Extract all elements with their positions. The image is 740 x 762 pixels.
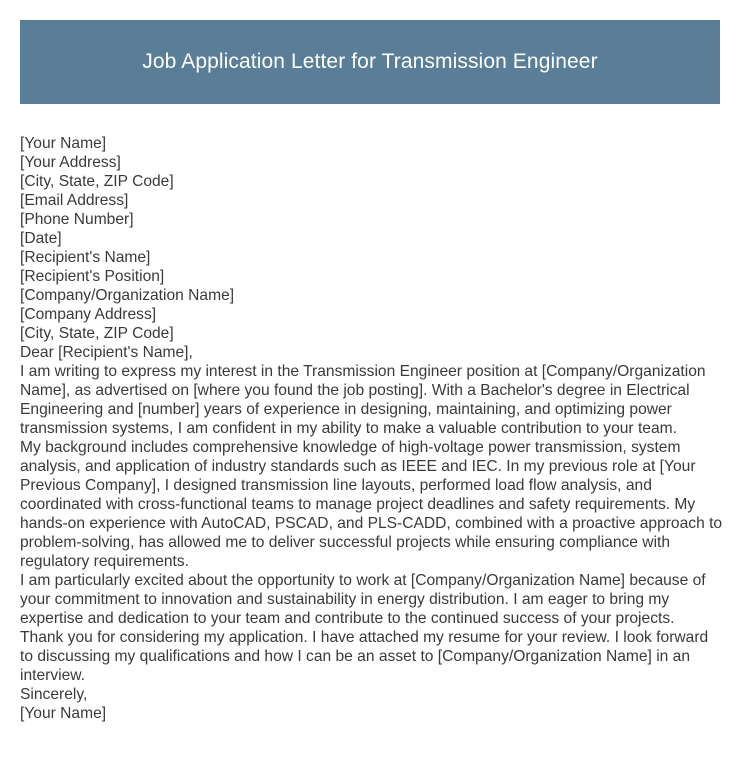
recipient-address: [Company Address]: [20, 306, 157, 323]
salutation: Dear [Recipient's Name],: [20, 344, 193, 361]
sender-address: [Your Address]: [20, 154, 121, 171]
sender-phone: [Phone Number]: [20, 211, 134, 228]
recipient-name: [Recipient's Name]: [20, 249, 151, 266]
sender-block: [20, 134, 724, 248]
paragraph-background: My background includes comprehensive knowledge of high-voltage power transmission, system analysis, and application of industry standards such as IEEE and IEC. In my previous role at [Your Previous Company], I designed transmission line layouts, performed load flow analysis, and coordinated with cross-functional teams to manage project deadlines and safety requirements. My hands-on experience with AutoCAD, PSCAD, and PLS-CADD, combined with a proactive approach to problem-solving, has allowed me to deliver successful projects while ensuring compliance with regulatory requirements.: [20, 439, 723, 570]
recipient-position: [Recipient's Position]: [20, 268, 165, 285]
letter-body: [20, 134, 724, 723]
paragraph-motivation: I am particularly excited about the opportunity to work at [Company/Organization Name] because of your commitment to innovation and sustainability in energy distribution. I am eager to bring my expertise and dedication to your team and contribute to the continued success of your projects.: [20, 572, 706, 627]
sender-name: [Your Name]: [20, 135, 107, 152]
sender-email: [Email Address]: [20, 192, 129, 209]
signature: [Your Name]: [20, 705, 107, 722]
recipient-city-state-zip: [City, State, ZIP Code]: [20, 325, 174, 342]
recipient-company: [Company/Organization Name]: [20, 287, 235, 304]
closing: Sincerely,: [20, 686, 88, 703]
title-banner: [20, 20, 720, 104]
sender-city-state-zip: [City, State, ZIP Code]: [20, 173, 174, 190]
paragraph-intro: I am writing to express my interest in the Transmission Engineer position at [Company/Organization Name], as advertised on [where you found the job posting]. With a Bachelor's degree in Electrical Engineering and [number] years of experience in designing, maintaining, and optimizing power transmission systems, I am confident in my ability to make a valuable contribution to your team.: [20, 363, 706, 437]
page-title: Job Application Letter for Transmission Engineer: [142, 50, 598, 73]
letter-date: [Date]: [20, 230, 62, 247]
recipient-block: [20, 248, 724, 343]
paragraph-closing: Thank you for considering my application. I have attached my resume for your review. I look forward to discussing my qualifications and how I can be an asset to [Company/Organization Name] in an interview.: [20, 629, 709, 684]
